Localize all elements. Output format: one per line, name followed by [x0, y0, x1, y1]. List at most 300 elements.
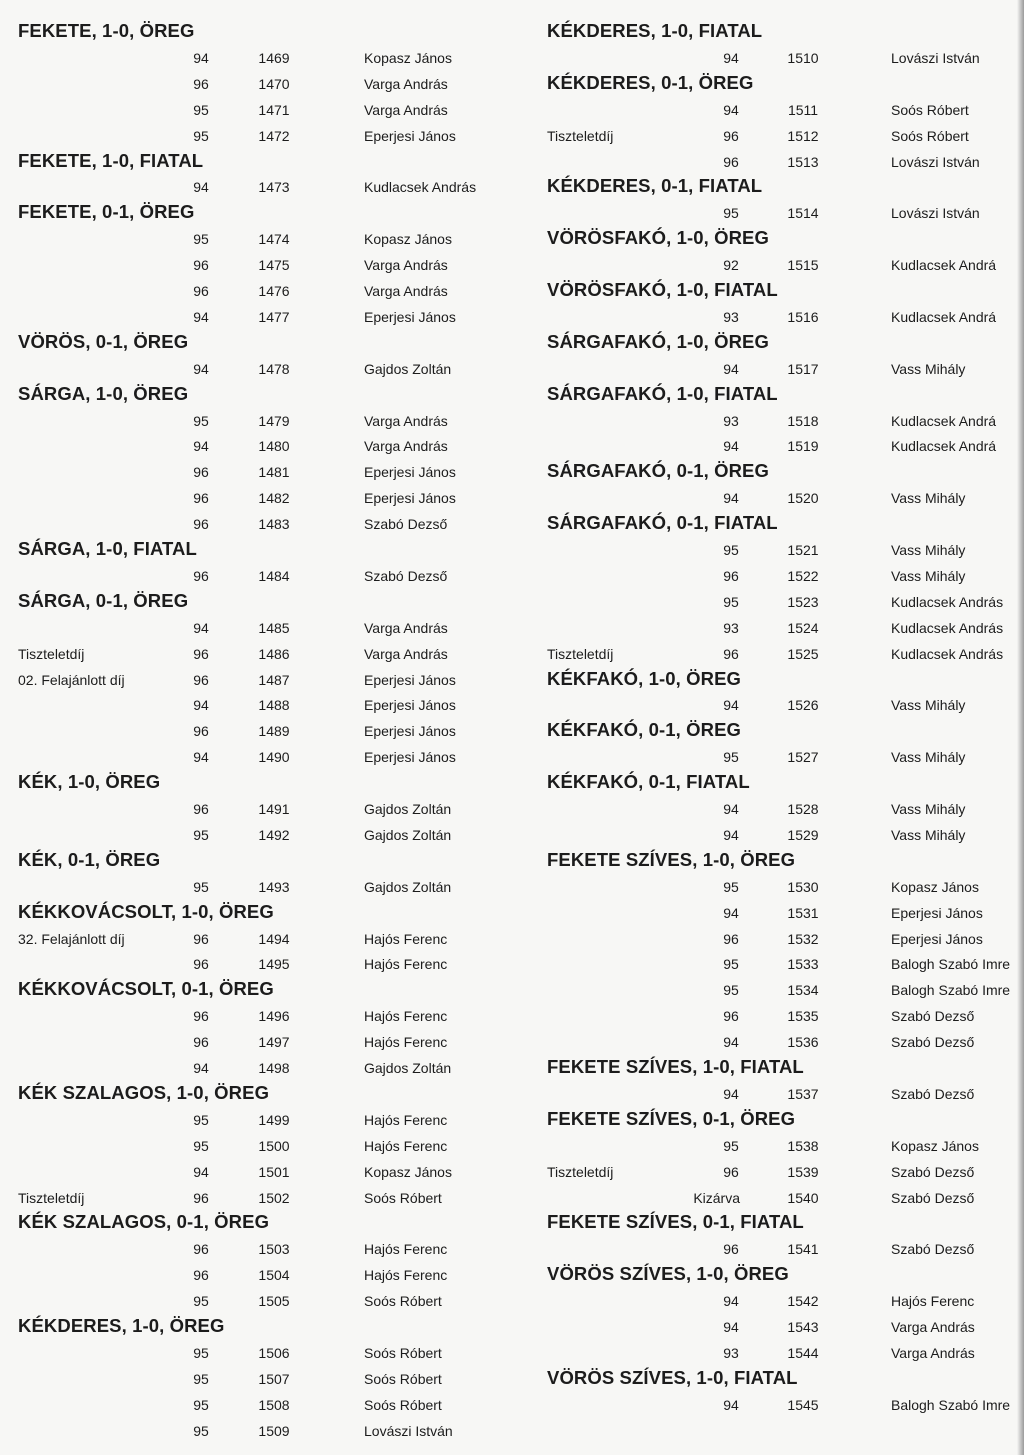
score-cell: 93 [723, 308, 739, 325]
result-row [0, 201, 1024, 227]
class-heading-line [0, 1108, 1024, 1134]
catalog-number: 1485 [258, 619, 290, 636]
result-row [0, 46, 1024, 72]
result-row [0, 486, 1024, 512]
result-row [0, 357, 1024, 383]
catalog-number: 1520 [787, 490, 819, 507]
catalog-number: 1471 [258, 101, 290, 118]
score-cell: 94 [723, 360, 739, 377]
score-cell: 94 [193, 179, 209, 196]
score-cell: 96 [193, 490, 209, 507]
score-cell: 96 [193, 801, 209, 817]
catalog-number: 1515 [787, 257, 819, 274]
breeder-name: Kopasz János [364, 49, 452, 66]
catalog-number: 1503 [258, 1241, 290, 1258]
score-cell: 96 [723, 1008, 739, 1025]
score-cell: 95 [193, 1344, 209, 1361]
breeder-name: Hajós Ferenc [364, 1267, 448, 1284]
score-cell: 94 [723, 490, 739, 507]
breeder-name: Vass Mihály [891, 801, 966, 817]
class-heading: VÖRÖSFAKÓ, 1-0, FIATAL [547, 279, 778, 300]
score-cell: 96 [193, 1189, 209, 1206]
score-cell: 96 [193, 75, 209, 92]
breeder-name: Varga András [364, 645, 448, 662]
class-heading: KÉKDERES, 1-0, FIATAL [547, 20, 763, 41]
catalog-number: 1479 [258, 412, 290, 429]
score-cell: 95 [723, 878, 739, 895]
catalog-number: 1544 [787, 1344, 819, 1361]
score-cell: 96 [723, 153, 739, 170]
class-heading-line [0, 331, 1024, 357]
breeder-name: Hajós Ferenc [364, 1034, 448, 1051]
result-row [0, 409, 1024, 435]
catalog-number: 1483 [258, 516, 290, 533]
catalog-number: 1484 [258, 567, 290, 584]
class-heading-line [0, 20, 1024, 46]
catalog-number: 1508 [258, 1396, 290, 1413]
catalog-number: 1474 [258, 231, 290, 248]
score-cell: 94 [723, 101, 739, 118]
breeder-name: Soós Róbert [891, 127, 969, 144]
award-note: Tiszteletdíj [18, 645, 85, 662]
catalog-number: 1537 [787, 1085, 819, 1102]
breeder-name: Balogh Szabó Imre [891, 956, 1011, 973]
catalog-number: 1535 [787, 1008, 819, 1025]
result-row [0, 253, 1024, 279]
breeder-name: Varga András [364, 438, 448, 455]
score-cell: 96 [193, 283, 209, 299]
score-cell: 94 [723, 1085, 739, 1102]
score-cell: 96 [193, 1008, 209, 1025]
catalog-number: 1518 [787, 412, 819, 429]
breeder-name: Eperjesi János [364, 490, 456, 507]
catalog-number: 1527 [787, 749, 819, 766]
breeder-name: Gajdos Zoltán [364, 826, 452, 843]
catalog-number: 1501 [258, 1163, 290, 1180]
catalog-number: 1481 [258, 464, 290, 481]
breeder-name: Kopasz János [364, 1163, 452, 1180]
class-heading: VÖRÖS SZÍVES, 1-0, FIATAL [547, 1366, 798, 1388]
score-cell: 94 [193, 1060, 209, 1076]
score-cell: 95 [193, 878, 209, 895]
catalog-number: 1500 [258, 1137, 290, 1154]
catalog-number: 1545 [787, 1396, 819, 1413]
catalog-number: 1541 [787, 1241, 819, 1258]
result-row [0, 1393, 1024, 1419]
class-heading: VÖRÖS, 0-1, ÖREG [18, 330, 189, 352]
breeder-name: Gajdos Zoltán [364, 878, 452, 895]
breeder-name: Eperjesi János [364, 308, 456, 325]
catalog-number: 1478 [258, 360, 290, 377]
class-heading: FEKETE SZÍVES, 0-1, ÖREG [547, 1107, 796, 1129]
catalog-number: 1516 [787, 308, 819, 325]
breeder-name: Szabó Dezső [891, 1034, 975, 1051]
class-heading-line [0, 383, 1024, 409]
breeder-name: Vass Mihály [891, 490, 966, 507]
result-row [0, 150, 1024, 176]
catalog-number: 1476 [258, 283, 290, 299]
score-cell: 95 [193, 1422, 209, 1439]
result-row [0, 1237, 1024, 1263]
score-cell: 94 [723, 1396, 739, 1413]
result-row [0, 823, 1024, 849]
breeder-name: Kudlacsek Andrá [891, 308, 997, 325]
score-cell: 94 [723, 1293, 739, 1310]
result-row [0, 1134, 1024, 1160]
class-heading-line [0, 175, 1024, 201]
breeder-name: Eperjesi János [891, 904, 983, 921]
result-row [0, 590, 1024, 616]
catalog-number: 1505 [258, 1293, 290, 1310]
class-heading-line [0, 1367, 1024, 1393]
class-heading: SÁRGA, 0-1, ÖREG [18, 589, 189, 611]
score-cell: 95 [193, 1396, 209, 1413]
score-cell: 93 [723, 1344, 739, 1361]
result-row [0, 642, 1024, 668]
result-row [0, 1341, 1024, 1367]
breeder-name: Soós Róbert [364, 1370, 442, 1387]
score-cell: 96 [193, 1241, 209, 1258]
class-heading: KÉKKOVÁCSOLT, 0-1, ÖREG [18, 978, 274, 1000]
breeder-name: Varga András [364, 412, 448, 429]
class-heading: KÉKDERES, 0-1, ÖREG [547, 71, 754, 93]
score-cell: 95 [193, 826, 209, 843]
catalog-number: 1492 [258, 826, 290, 843]
breeder-name: Hajós Ferenc [364, 1111, 448, 1128]
score-cell: 94 [723, 438, 739, 455]
catalog-number: 1521 [787, 542, 819, 558]
breeder-name: Varga András [364, 619, 448, 636]
catalog-number: 1528 [787, 801, 819, 817]
breeder-name: Hajós Ferenc [364, 1241, 448, 1258]
result-row [0, 1004, 1024, 1030]
class-heading: SÁRGAFAKÓ, 0-1, ÖREG [547, 460, 769, 482]
breeder-name: Szabó Dezső [891, 1008, 975, 1025]
score-cell: 96 [723, 930, 739, 947]
catalog-number: 1497 [258, 1034, 290, 1051]
class-heading-line [0, 227, 1024, 253]
breeder-name: Szabó Dezső [891, 1085, 975, 1102]
score-cell: 94 [723, 1319, 739, 1335]
catalog-number: 1525 [787, 645, 819, 662]
score-cell: 94 [193, 749, 209, 766]
catalog-number: 1519 [787, 438, 819, 455]
breeder-name: Varga András [364, 257, 448, 274]
class-heading: SÁRGAFAKÓ, 1-0, ÖREG [547, 330, 769, 352]
breeder-name: Vass Mihály [891, 826, 966, 843]
class-heading: KÉKFAKÓ, 1-0, ÖREG [547, 667, 742, 689]
catalog-number: 1533 [787, 956, 819, 973]
breeder-name: Vass Mihály [891, 542, 966, 558]
breeder-name: Soós Róbert [364, 1293, 442, 1310]
score-cell: 96 [193, 257, 209, 274]
score-cell: 96 [723, 127, 739, 144]
class-heading-line [0, 1211, 1024, 1237]
breeder-name: Eperjesi János [364, 671, 456, 688]
score-cell: 96 [193, 930, 209, 947]
score-cell: 95 [723, 956, 739, 973]
catalog-number: 1540 [787, 1189, 819, 1206]
catalog-number: 1513 [787, 153, 819, 170]
score-cell: 94 [193, 438, 209, 455]
catalog-number: 1539 [787, 1163, 819, 1180]
result-row [0, 616, 1024, 642]
catalog-number: 1496 [258, 1008, 290, 1025]
class-heading: SÁRGA, 1-0, ÖREG [18, 382, 189, 404]
catalog-number: 1531 [787, 904, 819, 921]
class-heading: SÁRGAFAKÓ, 0-1, FIATAL [547, 512, 778, 534]
result-row [0, 538, 1024, 564]
class-heading: SÁRGA, 1-0, FIATAL [18, 538, 197, 559]
catalog-number: 1502 [258, 1189, 290, 1206]
catalog-number: 1480 [258, 438, 290, 455]
breeder-name: Hajós Ferenc [364, 930, 448, 947]
breeder-name: Kopasz János [364, 231, 452, 248]
score-cell: 92 [723, 257, 739, 274]
breeder-name: Szabó Dezső [364, 516, 448, 533]
breeder-name: Eperjesi János [364, 697, 456, 714]
catalog-number: 1532 [787, 930, 819, 947]
result-row [0, 124, 1024, 150]
breeder-name: Hajós Ferenc [364, 1008, 448, 1025]
breeder-name: Vass Mihály [891, 567, 966, 584]
catalog-number: 1491 [258, 801, 290, 817]
score-cell: 94 [723, 826, 739, 843]
catalog-number: 1482 [258, 490, 290, 507]
result-row [0, 1082, 1024, 1108]
page-edge-shadow [1017, 0, 1024, 1455]
class-heading: FEKETE SZÍVES, 0-1, FIATAL [547, 1211, 804, 1233]
catalog-number: 1487 [258, 671, 290, 688]
breeder-name: Gajdos Zoltán [364, 801, 452, 817]
class-heading-line [0, 1056, 1024, 1082]
breeder-name: Gajdos Zoltán [364, 1060, 452, 1076]
catalog-number: 1510 [787, 49, 819, 66]
catalog-number: 1494 [258, 930, 290, 947]
score-cell: 94 [193, 1163, 209, 1180]
breeder-name: Vass Mihály [891, 749, 966, 766]
class-heading: FEKETE SZÍVES, 1-0, FIATAL [547, 1056, 804, 1077]
catalog-number: 1530 [787, 878, 819, 895]
catalog-number: 1475 [258, 257, 290, 274]
catalog-number: 1495 [258, 956, 290, 973]
catalog-number: 1526 [787, 697, 819, 714]
result-row [0, 952, 1024, 978]
score-cell: 95 [723, 593, 739, 610]
class-heading-line [0, 771, 1024, 797]
score-cell: 96 [193, 645, 209, 662]
class-heading-line [0, 1263, 1024, 1289]
score-cell: 96 [193, 723, 209, 740]
catalog-number: 1524 [787, 619, 819, 636]
score-cell: 96 [723, 645, 739, 662]
catalog-number: 1498 [258, 1060, 290, 1076]
breeder-name: Gajdos Zoltán [364, 360, 452, 377]
class-heading: KÉKFAKÓ, 0-1, ÖREG [547, 719, 742, 741]
score-cell: 96 [723, 567, 739, 584]
result-row [0, 927, 1024, 953]
breeder-name: Eperjesi János [364, 723, 456, 740]
class-heading: KÉK SZALAGOS, 1-0, ÖREG [18, 1081, 270, 1103]
breeder-name: Szabó Dezső [891, 1163, 975, 1180]
score-cell: 95 [723, 1137, 739, 1154]
score-cell: 95 [193, 231, 209, 248]
result-row [0, 1030, 1024, 1056]
score-cell: 95 [193, 127, 209, 144]
breeder-name: Eperjesi János [364, 127, 456, 144]
class-heading-line [0, 460, 1024, 486]
catalog-number: 1477 [258, 308, 290, 325]
breeder-name: Balogh Szabó Imre [891, 982, 1011, 999]
catalog-number: 1511 [787, 101, 819, 118]
breeder-name: Kudlacsek András [891, 619, 1004, 636]
class-heading: FEKETE, 1-0, FIATAL [18, 149, 204, 171]
score-cell: 94 [193, 49, 209, 66]
result-row [0, 434, 1024, 460]
breeder-name: Vass Mihály [891, 697, 966, 714]
score-cell: 96 [193, 1034, 209, 1051]
breeder-name: Varga András [364, 101, 448, 118]
catalog-number: 1493 [258, 878, 290, 895]
class-heading: KÉK, 1-0, ÖREG [18, 771, 161, 793]
class-heading: KÉK, 0-1, ÖREG [18, 848, 161, 870]
score-cell: 94 [723, 1034, 739, 1051]
breeder-name: Soós Róbert [364, 1344, 442, 1361]
score-cell: 94 [723, 801, 739, 817]
breeder-name: Lovászi István [364, 1422, 453, 1439]
class-heading: VÖRÖSFAKÓ, 1-0, ÖREG [547, 227, 769, 249]
score-cell: 95 [723, 542, 739, 558]
award-note: 02. Felajánlott díj [18, 671, 125, 688]
score-cell: 95 [193, 101, 209, 118]
class-heading: KÉKKOVÁCSOLT, 1-0, ÖREG [18, 900, 274, 922]
breeder-name: Eperjesi János [364, 749, 456, 766]
result-row [0, 693, 1024, 719]
breeder-name: Soós Róbert [364, 1189, 442, 1206]
catalog-number: 1469 [258, 49, 290, 66]
result-row [0, 1160, 1024, 1186]
class-heading-line [0, 668, 1024, 694]
score-cell: 95 [723, 982, 739, 999]
catalog-number: 1472 [258, 127, 290, 144]
score-cell: 96 [193, 1267, 209, 1284]
catalog-number: 1473 [258, 179, 290, 196]
breeder-name: Kudlacsek András [364, 179, 477, 196]
result-row [0, 1315, 1024, 1341]
award-note: Tiszteletdíj [547, 127, 614, 144]
score-cell: 96 [193, 671, 209, 688]
score-cell: 94 [193, 697, 209, 714]
catalog-number: 1490 [258, 749, 290, 766]
score-cell: 95 [193, 1137, 209, 1154]
score-cell: 94 [723, 904, 739, 921]
class-heading-line [0, 512, 1024, 538]
result-row [0, 978, 1024, 1004]
result-row [0, 1289, 1024, 1315]
breeder-name: Lovászi István [891, 205, 980, 222]
result-row [0, 305, 1024, 331]
class-heading: FEKETE SZÍVES, 1-0, ÖREG [547, 848, 796, 870]
breeder-name: Kudlacsek Andrá [891, 412, 997, 429]
score-cell: 96 [193, 516, 209, 533]
result-row [0, 1186, 1024, 1212]
result-row [0, 875, 1024, 901]
catalog-number: 1542 [787, 1293, 819, 1310]
award-note: Tiszteletdíj [547, 645, 614, 662]
breeder-name: Soós Róbert [364, 1396, 442, 1413]
breeder-name: Vass Mihály [891, 360, 966, 377]
award-note: Kizárva [693, 1189, 740, 1206]
class-heading: FEKETE, 0-1, ÖREG [18, 201, 195, 223]
catalog-number: 1486 [258, 645, 290, 662]
breeder-name: Kudlacsek Andrá [891, 438, 997, 455]
score-cell: 95 [723, 749, 739, 766]
class-heading: KÉKFAKÓ, 0-1, FIATAL [547, 771, 750, 793]
class-heading: KÉKDERES, 1-0, ÖREG [18, 1315, 225, 1336]
catalog-number: 1536 [787, 1034, 819, 1051]
score-cell: 96 [193, 956, 209, 973]
score-cell: 94 [193, 360, 209, 377]
catalog-number: 1489 [258, 723, 290, 740]
catalog-number: 1514 [787, 205, 819, 222]
catalog-number: 1512 [787, 127, 819, 144]
breeder-name: Soós Róbert [891, 101, 969, 118]
catalog-number: 1517 [787, 360, 819, 377]
class-heading-line [0, 279, 1024, 305]
class-heading: VÖRÖS SZÍVES, 1-0, ÖREG [547, 1263, 789, 1285]
breeder-name: Szabó Dezső [364, 567, 448, 584]
breeder-name: Kopasz János [891, 1137, 979, 1154]
breeder-name: Lovászi István [891, 153, 980, 170]
result-row [0, 797, 1024, 823]
score-cell: 94 [723, 49, 739, 66]
class-heading: FEKETE, 1-0, ÖREG [18, 20, 195, 41]
score-cell: 94 [193, 308, 209, 325]
breeder-name: Varga András [364, 75, 448, 92]
breeder-name: Eperjesi János [891, 930, 983, 947]
breeder-name: Hajós Ferenc [364, 1137, 448, 1154]
breeder-name: Szabó Dezső [891, 1241, 975, 1258]
award-note: 32. Felajánlott díj [18, 930, 125, 947]
catalog-number: 1529 [787, 826, 819, 843]
catalog-number: 1470 [258, 75, 290, 92]
breeder-name: Balogh Szabó Imre [891, 1396, 1011, 1413]
result-row [0, 564, 1024, 590]
class-heading-line [0, 849, 1024, 875]
award-note: Tiszteletdíj [18, 1189, 85, 1206]
score-cell: 95 [193, 1293, 209, 1310]
result-row [0, 901, 1024, 927]
class-heading-line [0, 719, 1024, 745]
catalog-number: 1507 [258, 1370, 290, 1387]
score-cell: 96 [193, 464, 209, 481]
score-cell: 95 [193, 1370, 209, 1387]
score-cell: 94 [723, 697, 739, 714]
catalog-number: 1522 [787, 567, 819, 584]
catalog-number: 1523 [787, 593, 819, 610]
catalog-number: 1499 [258, 1111, 290, 1128]
class-heading: SÁRGAFAKÓ, 1-0, FIATAL [547, 382, 778, 404]
class-heading: KÉKDERES, 0-1, FIATAL [547, 175, 763, 197]
award-note: Tiszteletdíj [547, 1163, 614, 1180]
catalog-number: 1506 [258, 1344, 290, 1361]
score-cell: 95 [193, 412, 209, 429]
breeder-name: Kudlacsek Andrá [891, 257, 997, 274]
breeder-name: Hajós Ferenc [364, 956, 448, 973]
breeder-name: Eperjesi János [364, 464, 456, 481]
result-row [0, 98, 1024, 124]
score-cell: 96 [723, 1241, 739, 1258]
